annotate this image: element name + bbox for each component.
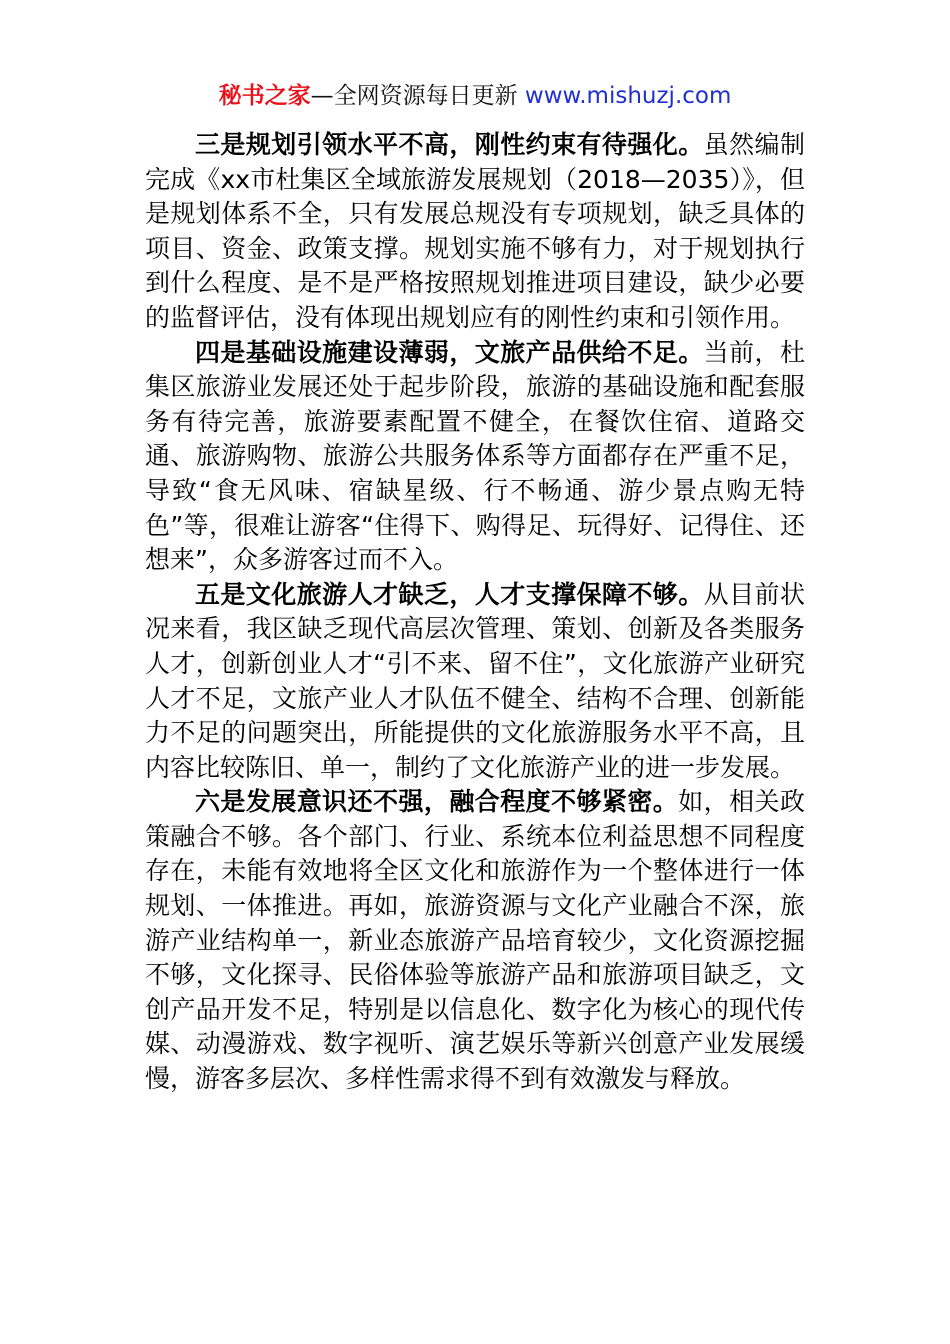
site-url-link[interactable]: www.mishuzj.com <box>524 83 732 109</box>
paragraph-text: 从目前状况来看，我区缺乏现代高层次管理、策划、创新及各类服务人才，创新创业人才“引不来、留不住”，文化旅游产业研究人才不足，文旅产业人才队伍不健全、结构不合理、创新能力不足的问题突出，所能提供的文化旅游服务水平不高，且内容比较陈旧、单一，制约了文化旅游产业的进一步发展。 <box>145 579 805 782</box>
paragraph-lead: 六是发展意识还不强，融合程度不够紧密。 <box>195 787 679 817</box>
paragraph-lead: 四是基础设施建设薄弱，文旅产品供给不足。 <box>195 337 704 367</box>
paragraph-lead: 三是规划引领水平不高，刚性约束有待强化。 <box>195 130 704 159</box>
paragraph-text: 虽然编制完成《xx市杜集区全域旅游发展规划（2018—2035）》，但是规划体系不全，只有发展总规没有专项规划，缺乏具体的项目、资金、政策支撑。规划实施不够有力，对于规划执行到什么程度、是不是严格按照规划推进项目建设，缺少必要的监督评估，没有体现出规划应有的刚性约束和引领作用。 <box>145 130 805 332</box>
paragraph-integration <box>145 785 805 1096</box>
site-header <box>0 78 950 114</box>
paragraph-planning <box>145 128 805 336</box>
paragraph-text: 当前，杜集区旅游业发展还处于起步阶段，旅游的基础设施和配套服务有待完善，旅游要素配置不健全，在餐饮住宿、道路交通、旅游购物、旅游公共服务体系等方面都存在严重不足，导致“食无风味、宿缺星级、行不畅通、游少景点购无特色”等，很难让游客“住得下、购得足、玩得好、记得住、还想来”，众多游客过而不入。 <box>145 337 805 575</box>
paragraph-infrastructure <box>145 336 805 578</box>
document-body <box>145 128 805 1097</box>
paragraph-text: 如，相关政策融合不够。各个部门、行业、系统本位利益思想不同程度存在，未能有效地将全区文化和旅游作为一个整体进行一体规划、一体推进。再如，旅游资源与文化产业融合不深，旅游产业结构单一，新业态旅游产品培育较少，文化资源挖掘不够，文化探寻、民俗体验等旅游产品和旅游项目缺乏，文创产品开发不足，特别是以信息化、数字化为核心的现代传媒、动漫游戏、数字视听、演艺娱乐等新兴创意产业发展缓慢，游客多层次、多样性需求得不到有效激发与释放。 <box>145 787 805 1094</box>
paragraph-talent <box>145 578 805 786</box>
site-brand: 秘书之家 <box>218 83 311 109</box>
site-tagline: —全网资源每日更新 <box>310 83 525 109</box>
paragraph-lead: 五是文化旅游人才缺乏，人才支撑保障不够。 <box>195 579 704 609</box>
